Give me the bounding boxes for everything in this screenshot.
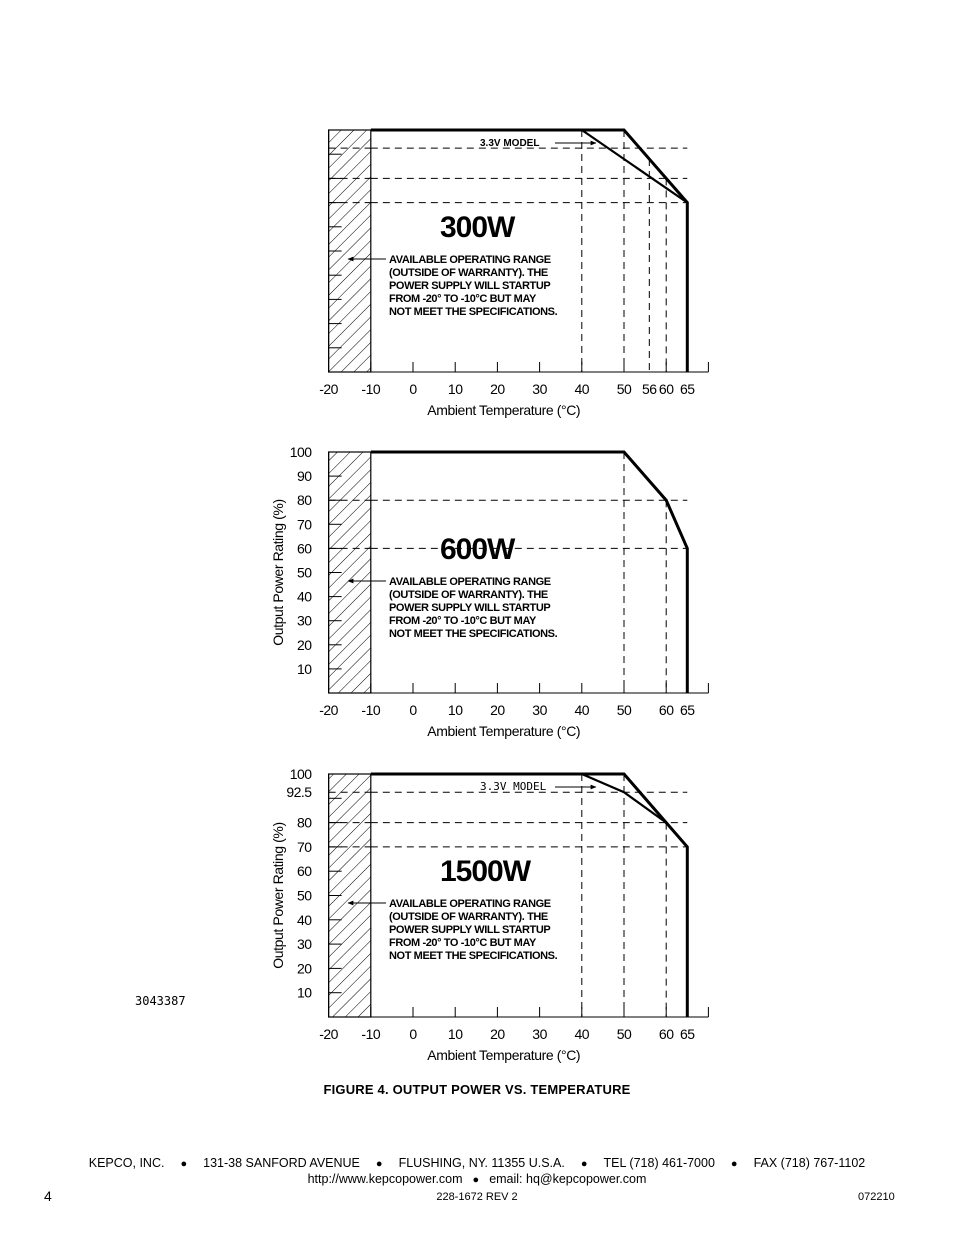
y-tick-label: 10 xyxy=(297,984,312,1001)
x-tick-label: -20 xyxy=(319,702,338,718)
x-tick-label: -10 xyxy=(361,1026,381,1042)
y-tick-label: 30 xyxy=(297,612,312,629)
x-tick-label: 40 xyxy=(574,702,590,718)
range-note-line: POWER SUPPLY WILL STARTUP xyxy=(389,280,551,292)
y-axis-label: Output Power Rating (%) xyxy=(270,822,286,969)
y-tick-label: 40 xyxy=(297,911,312,928)
y-tick-label: 90 xyxy=(297,468,312,485)
range-note-line: POWER SUPPLY WILL STARTUP xyxy=(389,924,551,936)
x-tick-label: 40 xyxy=(574,1026,590,1042)
y-tick-label: 40 xyxy=(297,588,312,605)
y-tick-label: 60 xyxy=(297,863,312,880)
footer-fax: FAX (718) 767-1102 xyxy=(753,1156,866,1170)
chart-600W xyxy=(270,444,708,739)
x-tick-label: 0 xyxy=(409,1026,417,1042)
x-tick-label: 30 xyxy=(532,381,547,397)
range-note-line: NOT MEET THE SPECIFICATIONS. xyxy=(389,628,558,640)
footer-address: 131-38 SANFORD AVENUE xyxy=(203,1156,360,1170)
model-label: 3.3V MODEL xyxy=(480,780,547,793)
y-tick-label: 70 xyxy=(297,516,312,533)
range-note-line: (OUTSIDE OF WARRANTY). THE xyxy=(389,267,548,279)
x-axis-label: Ambient Temperature (°C) xyxy=(427,723,581,739)
x-tick-label: 10 xyxy=(447,702,463,718)
y-tick-label: 80 xyxy=(297,814,312,831)
range-note-line: (OUTSIDE OF WARRANTY). THE xyxy=(389,589,548,601)
x-tick-label: 50 xyxy=(616,381,632,397)
x-tick-label: 50 xyxy=(616,1026,632,1042)
x-tick-label: 65 xyxy=(680,702,695,718)
footer-url-link[interactable]: http://www.kepcopower.com xyxy=(307,1172,463,1186)
x-tick-label: 20 xyxy=(490,1026,505,1042)
y-tick-label: 70 xyxy=(297,838,312,855)
x-tick-label: 0 xyxy=(409,381,417,397)
x-tick-label: 56 xyxy=(642,381,657,397)
y-tick-label: 60 xyxy=(297,540,312,557)
series-line-standard xyxy=(371,130,688,372)
x-tick-label: 40 xyxy=(574,381,590,397)
chart-title: 300W xyxy=(440,211,515,244)
x-tick-label: -20 xyxy=(319,1026,338,1042)
range-note-line: POWER SUPPLY WILL STARTUP xyxy=(389,602,551,614)
x-tick-label: 65 xyxy=(680,1026,695,1042)
figure-caption: FIGURE 4. OUTPUT POWER VS. TEMPERATURE xyxy=(323,1082,631,1097)
x-axis-label: Ambient Temperature (°C) xyxy=(427,402,581,418)
series-line-standard xyxy=(371,774,688,1017)
x-tick-label: 0 xyxy=(409,702,417,718)
bullet-icon: ● xyxy=(580,1158,588,1170)
range-note-line: FROM -20° TO -10°C BUT MAY xyxy=(389,615,536,627)
x-tick-label: 60 xyxy=(658,381,674,397)
x-tick-label: 50 xyxy=(616,702,632,718)
model-label: 3.3V MODEL xyxy=(480,138,540,149)
x-tick-label: -10 xyxy=(361,381,381,397)
x-tick-label: 20 xyxy=(490,381,505,397)
y-tick-label: 100 xyxy=(289,444,312,460)
chart-300W xyxy=(319,130,708,418)
range-note-line: FROM -20° TO -10°C BUT MAY xyxy=(389,293,536,305)
y-tick-label: 80 xyxy=(297,492,312,509)
range-note-line: NOT MEET THE SPECIFICATIONS. xyxy=(389,306,558,318)
chart-title: 600W xyxy=(440,533,515,566)
page-number: 4 xyxy=(44,1188,52,1204)
y-axis-label: Output Power Rating (%) xyxy=(270,499,286,646)
y-tick-label: 30 xyxy=(297,936,312,953)
document-date: 072210 xyxy=(858,1191,895,1203)
x-tick-label: -20 xyxy=(319,381,338,397)
figure-id: 3043387 xyxy=(135,994,186,1008)
bullet-icon: ● xyxy=(375,1158,383,1170)
footer-web-line xyxy=(0,1172,954,1186)
y-tick-label: 20 xyxy=(297,960,312,977)
x-tick-label: 30 xyxy=(532,1026,547,1042)
y-tick-label: 50 xyxy=(297,564,312,581)
y-tick-label: 100 xyxy=(289,766,312,782)
bullet-icon: ● xyxy=(472,1174,480,1186)
chart-title: 1500W xyxy=(440,855,531,888)
footer-tel: TEL (718) 461-7000 xyxy=(603,1156,715,1170)
range-note-line: FROM -20° TO -10°C BUT MAY xyxy=(389,937,536,949)
x-tick-label: 30 xyxy=(532,702,547,718)
x-tick-label: 60 xyxy=(658,702,674,718)
x-tick-label: 20 xyxy=(490,702,505,718)
chart-1500W xyxy=(270,766,708,1063)
x-tick-label: 65 xyxy=(680,381,695,397)
x-tick-label: 10 xyxy=(447,381,463,397)
y-tick-label: 10 xyxy=(297,660,312,677)
footer-company: KEPCO, INC. xyxy=(88,1156,165,1170)
range-note-line: AVAILABLE OPERATING RANGE xyxy=(389,576,551,588)
footer-contact-line xyxy=(0,1156,954,1170)
range-note-line: NOT MEET THE SPECIFICATIONS. xyxy=(389,950,558,962)
series-line-standard xyxy=(371,452,688,693)
range-note-line: AVAILABLE OPERATING RANGE xyxy=(389,254,551,266)
footer-email-link[interactable]: email: hq@kepcopower.com xyxy=(489,1172,647,1186)
range-note-line: AVAILABLE OPERATING RANGE xyxy=(389,898,551,910)
x-tick-label: 10 xyxy=(447,1026,463,1042)
bullet-icon: ● xyxy=(730,1158,738,1170)
footer-city: FLUSHING, NY. 11355 U.S.A. xyxy=(398,1156,565,1170)
x-tick-label: 60 xyxy=(658,1026,674,1042)
x-axis-label: Ambient Temperature (°C) xyxy=(427,1047,581,1063)
y-tick-label: 92.5 xyxy=(286,784,312,801)
document-revision: 228-1672 REV 2 xyxy=(436,1191,518,1203)
bullet-icon: ● xyxy=(180,1158,188,1170)
y-tick-label: 50 xyxy=(297,887,312,904)
range-note-line: (OUTSIDE OF WARRANTY). THE xyxy=(389,911,548,923)
y-tick-label: 20 xyxy=(297,636,312,653)
x-tick-label: -10 xyxy=(361,702,381,718)
